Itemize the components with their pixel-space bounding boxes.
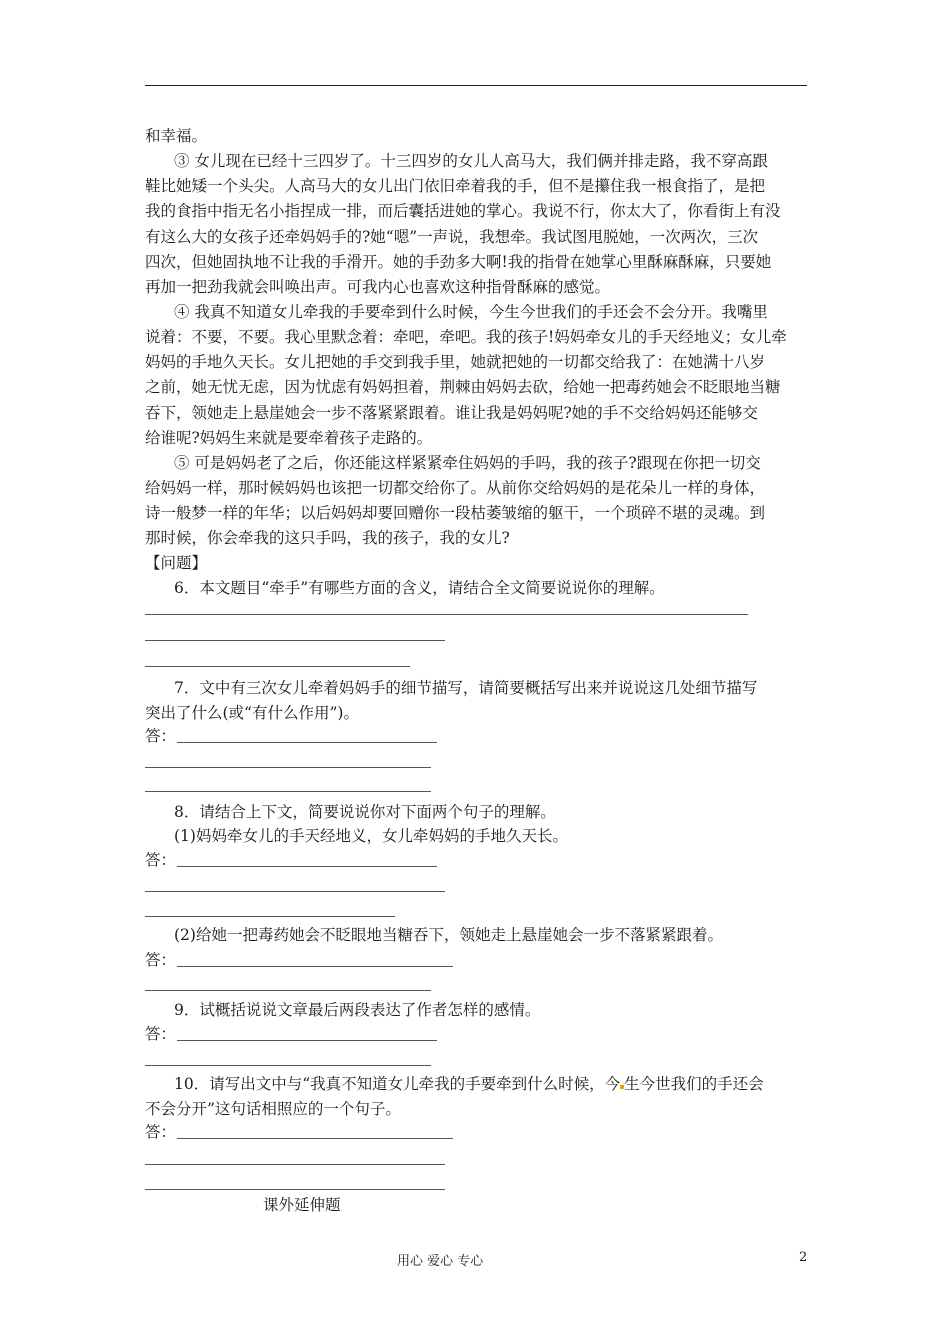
passage-line: ③ 女儿现在已经十三四岁了。十三四岁的女儿人高马大，我们俩并排走路，我不穿高跟 (174, 152, 768, 170)
answer-line[interactable] (145, 614, 748, 615)
answer-line[interactable] (145, 1189, 445, 1190)
passage-line: ⑤ 可是妈妈老了之后，你还能这样紧紧牵住妈妈的手吗，我的孩子?跟现在你把一切交 (174, 454, 761, 472)
answer-label: 答： (145, 851, 177, 869)
passage-line: 之前，她无忧无虑，因为忧虑有妈妈担着，荆棘由妈妈去砍，给她一把毒药她会不眨眼地当糖 (145, 378, 781, 396)
answer-line[interactable] (177, 742, 437, 743)
passage-line: 给谁呢?妈妈生来就是要牵着孩子走路的。 (145, 429, 433, 447)
answer-line[interactable] (145, 767, 431, 768)
question-10-line2: 不会分开”这句话相照应的一个句子。 (145, 1100, 401, 1118)
passage-line: 妈妈的手地久天长。女儿把她的手交到我手里，她就把她的一切都交给我了：在她满十八岁 (145, 353, 766, 371)
answer-label: 答： (145, 1025, 177, 1043)
question-9: 9．试概括说说文章最后两段表达了作者怎样的感情。 (174, 1001, 541, 1019)
section-title: 课外延伸题 (263, 1196, 341, 1214)
passage-line: 诗一般梦一样的年华；以后妈妈却要回赠你一段枯萎皱缩的躯干，一个琐碎不堪的灵魂。到 (145, 504, 766, 522)
question-8-sub2: (2)给她一把毒药她会不眨眼地当糖吞下，领她走上悬崖她会一步不落紧紧跟着。 (174, 926, 723, 944)
answer-line[interactable] (177, 1040, 437, 1041)
passage-line: ④ 我真不知道女儿牵我的手要牵到什么时候，今生今世我们的手还会不会分开。我嘴里 (174, 303, 768, 321)
answer-line[interactable] (145, 640, 445, 641)
answer-line[interactable] (177, 1138, 453, 1139)
passage-line: 和幸福。 (145, 127, 208, 145)
answer-line[interactable] (145, 990, 431, 991)
passage-line: 那时候，你会牵我的这只手吗，我的孩子，我的女儿? (145, 529, 510, 547)
question-8: 8．请结合上下文，简要说说你对下面两个句子的理解。 (174, 803, 556, 821)
footer-slogan: 用心 爱心 专心 (397, 1254, 484, 1269)
answer-line[interactable] (177, 966, 453, 967)
header-rule (145, 85, 807, 86)
question-7-line1: 7．文中有三次女儿牵着妈妈手的细节描写，请简要概括写出来并说说这几处细节描写 (174, 679, 758, 697)
passage-line: 给妈妈一样，那时候妈妈也该把一切都交给你了。从前你交给妈妈的是花朵儿一样的身体， (145, 479, 766, 497)
answer-line[interactable] (145, 666, 410, 667)
questions-header: 【问题】 (145, 554, 208, 572)
answer-label: 答： (145, 1123, 177, 1141)
question-10-line1-a: 10．请写出文中与“我真不知道女儿牵我的手要牵到什么时候，今 (174, 1075, 621, 1093)
page-number: 2 (799, 1250, 808, 1265)
passage-line: 说着：不要，不要。我心里默念着：牵吧，牵吧。我的孩子!妈妈牵女儿的手天经地义；女儿牵 (145, 328, 787, 346)
question-6: 6．本文题目“牵手”有哪些方面的含义，请结合全文简要说说你的理解。 (174, 579, 665, 597)
passage-line: 我的食指中指无名小指捏成一排，而后囊括进她的掌心。我说不行，你太大了，你看街上有没 (145, 202, 781, 220)
question-8-sub1: (1)妈妈牵女儿的手天经地义，女儿牵妈妈的手地久天长。 (174, 827, 568, 845)
passage-line: 有这么大的女孩子还牵妈妈手的?她“嗯”一声说，我想牵。我试图甩脱她，一次两次，三次 (145, 228, 759, 246)
passage-line: 四次，但她固执地不让我的手滑开。她的手劲多大啊!我的指骨在她掌心里酥麻酥麻，只要她 (145, 253, 772, 271)
passage-line: 鞋比她矮一个头尖。人高马大的女儿出门依旧牵着我的手，但不是攥住我一根食指了，是把 (145, 177, 766, 195)
passage-line: 再加一把劲我就会叫唤出声。可我内心也喜欢这种指骨酥麻的感觉。 (145, 278, 611, 296)
answer-label: 答： (145, 951, 177, 969)
answer-line[interactable] (145, 1164, 445, 1165)
answer-line[interactable] (145, 1065, 431, 1066)
answer-line[interactable] (145, 891, 445, 892)
answer-label: 答： (145, 727, 177, 745)
passage-line: 吞下，领她走上悬崖她会一步不落紧紧跟着。谁让我是妈妈呢?她的手不交给妈妈还能够交 (145, 404, 758, 422)
question-7-line2: 突出了什么(或“有什么作用”)。 (145, 704, 359, 722)
question-10-line1-b: 生今世我们的手还会 (624, 1075, 764, 1093)
answer-line[interactable] (145, 791, 431, 792)
answer-line[interactable] (177, 866, 437, 867)
question-10-line1 (174, 1077, 764, 1093)
answer-line[interactable] (145, 916, 395, 917)
